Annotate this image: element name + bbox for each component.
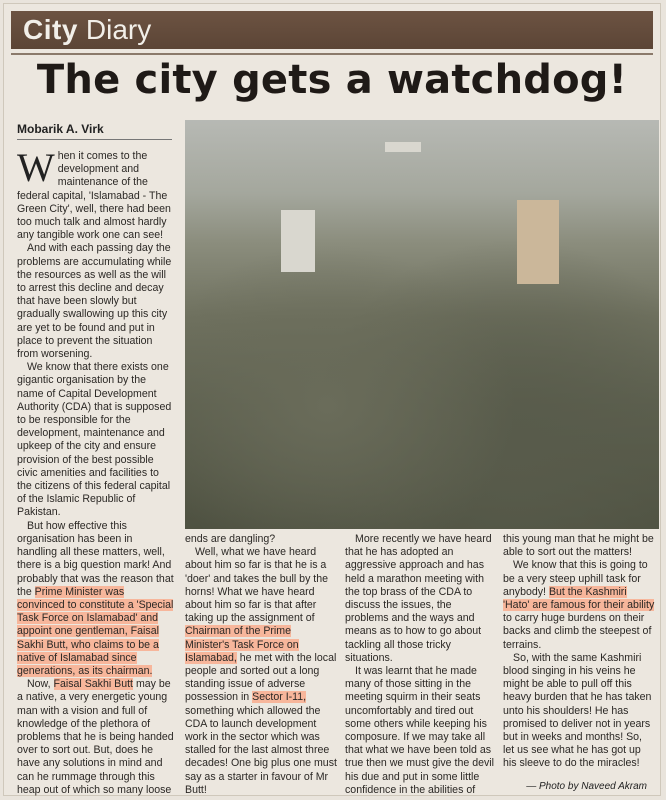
col4-para-0: this young man that he might be able to sort out the matters! [503, 533, 654, 559]
photo-building-right [517, 200, 559, 284]
col1-para-1: When it comes to the development and maintenance of the federal capital, 'Islamabad - The Green City', well, there had been too much talk and almost hardly any tangible work one can see! [17, 145, 171, 242]
column-3 [345, 533, 497, 797]
headline: The city gets a watchdog! [36, 57, 628, 103]
section-title-bold: City [23, 14, 78, 45]
highlight-kashmiri: But the Kashmiri 'Hato' are famous for their ability [503, 585, 655, 612]
column-4 [503, 533, 655, 771]
column-2 [185, 533, 338, 797]
col1-para-2: And with each passing day the problems are accumulating while the resources as well as the will to arrest this decline and decay that have been slowly but gradually swallowing up this city are yet to be found and put in place to prevent the situation from worsening. [17, 242, 172, 361]
highlight-sector: Sector I-11, [252, 691, 307, 704]
col4-para-2: So, with the same Kashmiri blood singing in his veins he might be able to pull off this heavy burden that he has taken unto his shoulders! He has promised to deliver not in years but in weeks and months! So, let us see what he has got up his sleeve to do the miracles! [503, 651, 652, 770]
photo-credit: — Photo by Naveed Akram [526, 781, 647, 792]
col1-para-5: Now, Faisal Sakhi Butt may be a native, a very energetic young man with a vision and full of knowledge of the plethora of problems that he is being handed over to sort out. But, does he have any solutions in mind and can he rummage through this heap out of which so many loose [17, 678, 174, 796]
col4-para-1: We know that this is going to be a very steep uphill task for anybody! But the Kashmiri 'Hato' are famous for their ability to carry huge burdens on their backs and climb the steepest of terrains. [503, 559, 655, 651]
col3-para-2: It was learnt that he made many of those sitting in the meeting squirm in their seats uncomfortably and tired out some others while keeping his composure. If we may take all that what we have been told as true then we must give the devil his due and put in some little confidence in the abilities of [345, 665, 494, 796]
col1-para-3: We know that there exists one gigantic organisation by the name of Capital Development Authority (CDA) that is supposed to be responsible for the development, maintenance and upkeep of the city and ensure provision of the best possible civic amenities and facilities to the citizens of this federal capital of the Islamic Republic of Pakistan. [17, 361, 172, 519]
highlight-name: Faisal Sakhi Butt [53, 678, 133, 691]
col2-para-0: ends are dangling? [185, 533, 276, 545]
newspaper-page [3, 3, 661, 796]
drop-cap: W [17, 145, 55, 190]
highlight-pm: Prime Minister was convinced to constitute a 'Special Task Force on Islamabad' and appoint one gentleman, Faisal Sakhi Butt, who claims to be a native of Islamabad since generations, as its chairman. [17, 585, 174, 677]
column-1 [17, 145, 174, 797]
section-title-light: Diary [85, 14, 152, 45]
photo-building-left [281, 210, 315, 272]
photo-building-far [385, 142, 421, 152]
col2-para-1: Well, what we have heard about him so far is that he is a 'doer' and takes the bull by the horns! What we have heard about him so far is that after taking up the assignment of Chairman of the Prime Minister's Task Force on Islamabad, he met with the local people and sorted out a long standing issue of adverse possession in Sector I-11, something which allowed the CDA to launch development work in the sector which was stalled for the last almost three decades! One big plus one must say as a starter in favour of Mr Butt! [185, 546, 337, 796]
col1-para-4: But how effective this organisation has been in handling all these matters, well, there is a big question mark! And probably that was the reason that the Prime Minister was convinced to constitute a 'Special Task Force on Islamabad' and appoint one gentleman, Faisal Sakhi Butt, who claims to be a native of Islamabad since generations, as its chairman. [17, 519, 174, 677]
section-banner [11, 11, 653, 49]
banner-rule [11, 53, 653, 55]
city-aerial-photo [185, 120, 659, 529]
col3-para-1: More recently we have heard that he has adopted an aggressive approach and has held a marathon meeting with the top brass of the CDA to discuss the issues, the problems and the ways and means as to how to go about tackling all those tricky situations. [345, 533, 492, 664]
byline: Mobarik A. Virk [17, 122, 104, 136]
highlight-chairman: Chairman of the Prime Minister's Task Force on Islamabad, [185, 625, 299, 664]
byline-rule [17, 139, 172, 140]
